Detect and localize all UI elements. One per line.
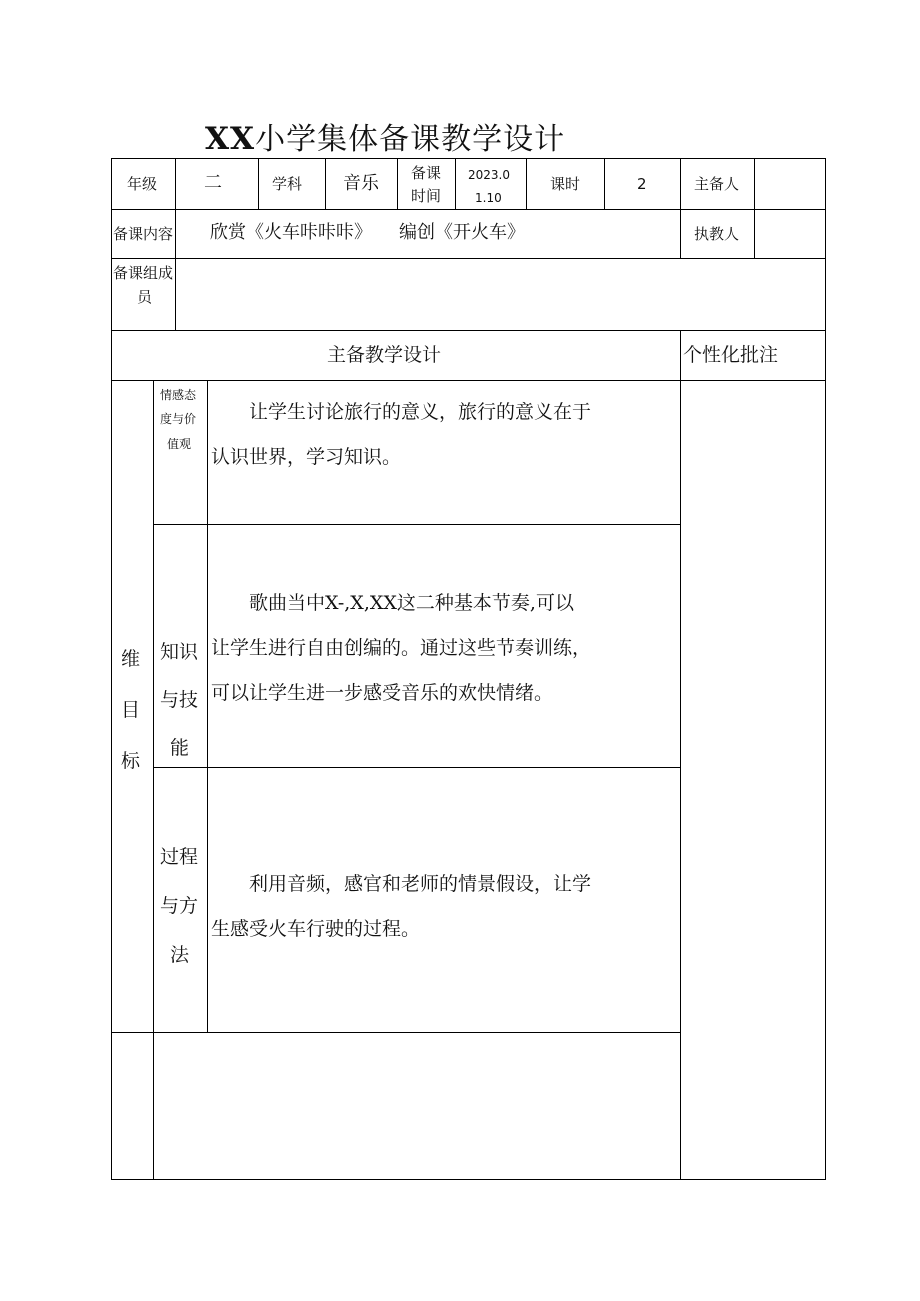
objective-label-line: 情感态: [160, 388, 197, 402]
grid-line: [111, 380, 826, 381]
grid-line: [754, 209, 755, 258]
objectives-group-label-char: 维: [121, 648, 141, 670]
prep-time-value-line1: 2023.0: [468, 168, 510, 182]
annotation-header: 个性化批注: [683, 344, 779, 366]
design-header: 主备教学设计: [327, 344, 442, 366]
subject-value: 音乐: [343, 173, 379, 194]
grid-line: [680, 380, 681, 1180]
objectives-group-label-char: 目: [121, 699, 141, 721]
content-value: 欣赏《火车咔咔咔》 编创《开火车》: [210, 222, 525, 243]
grid-line: [111, 258, 826, 259]
objective-label-line: 法: [170, 944, 190, 966]
members-label-line2: 员: [137, 288, 153, 306]
grid-line: [754, 158, 755, 209]
objective-label-line: 值观: [167, 437, 192, 451]
members-label-line1: 备课组成: [113, 264, 174, 282]
grid-line: [153, 524, 680, 525]
grid-line: [680, 330, 681, 380]
objective-label-line: 与技: [160, 689, 199, 711]
content-label: 备课内容: [113, 225, 174, 243]
grid-line: [111, 158, 826, 159]
period-value: 2: [637, 175, 647, 193]
objective-text-line: 让学生讨论旅行的意义，旅行的意义在于: [211, 401, 592, 423]
grid-line: [111, 158, 112, 1180]
prep-time-label-line2: 时间: [411, 187, 442, 205]
objective-text: [211, 390, 591, 480]
period-label: 课时: [550, 175, 581, 193]
teacher-label: 执教人: [694, 225, 740, 243]
grid-line: [680, 209, 681, 258]
grid-line: [680, 158, 681, 209]
grid-line: [397, 158, 398, 209]
objective-text: [211, 581, 591, 716]
grid-line: [111, 1032, 680, 1033]
grid-line: [111, 209, 826, 210]
prep-time-value-line2: 1.10: [475, 191, 502, 205]
grid-line: [207, 380, 208, 1033]
grid-line: [153, 380, 154, 1180]
grid-line: [604, 158, 605, 209]
grid-line: [153, 767, 680, 768]
grade-value: 二: [204, 172, 222, 193]
prep-time-label-line1: 备课: [411, 164, 442, 182]
grid-line: [825, 158, 826, 1180]
grid-line: [175, 209, 176, 258]
objective-label-line: 过程: [160, 846, 199, 868]
objective-text-line: 歌曲当中X-,X,XX这二种基本节奏,可以: [211, 592, 574, 614]
grid-line: [325, 158, 326, 209]
objective-text: [211, 862, 591, 952]
objective-text-line: 认识世界，学习知识。: [211, 446, 402, 468]
objective-text-line: 让学生进行自由创编的。通过这些节奏训练，: [211, 637, 592, 659]
grid-line: [455, 158, 456, 209]
objective-label-line: 度与价: [160, 412, 197, 426]
objective-text-line: 利用音频，感官和老师的情景假设，让学: [211, 873, 592, 895]
title-prefix: XX: [205, 121, 256, 157]
objective-label-line: 知识: [160, 641, 199, 663]
objectives-group-label-char: 标: [121, 750, 141, 772]
objective-text-line: 可以让学生进一步感受音乐的欢快情绪。: [211, 682, 554, 704]
grade-label: 年级: [127, 175, 158, 193]
subject-label: 学科: [272, 175, 303, 193]
objective-label-line: 能: [170, 737, 190, 759]
grid-line: [526, 158, 527, 209]
grid-line: [111, 330, 826, 331]
grid-line: [175, 258, 176, 330]
grid-line: [111, 1179, 826, 1180]
page-title: [205, 114, 565, 158]
title-text: 小学集体备课教学设计: [255, 122, 566, 157]
grid-line: [175, 158, 176, 209]
objective-text-line: 生感受火车行驶的过程。: [211, 918, 421, 940]
grid-line: [258, 158, 259, 209]
lead-preparer-label: 主备人: [694, 175, 740, 193]
objective-label-line: 与方: [160, 895, 199, 917]
